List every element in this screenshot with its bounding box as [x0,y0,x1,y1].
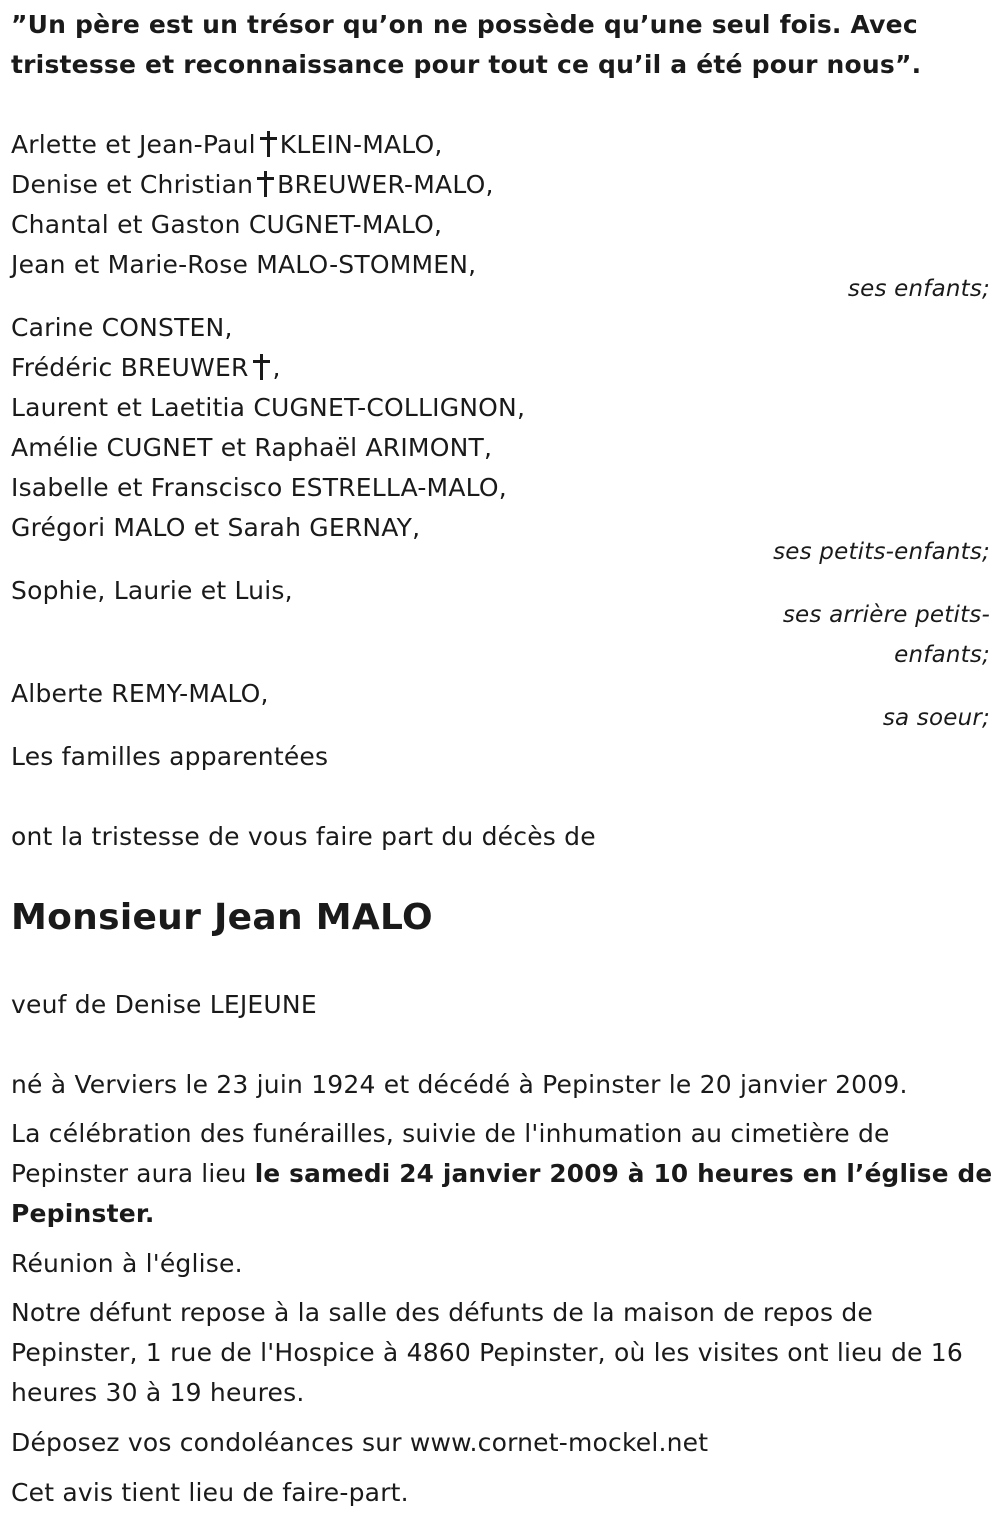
role-children: ses enfants; [847,276,990,302]
birth-death-line: né à Verviers le 23 juin 1924 et décédé à Pepinster le 20 janvier 2009. [11,1070,908,1099]
cross-icon [257,171,273,197]
notice-line: Cet avis tient lieu de faire-part. [11,1478,409,1507]
families-line: Les familles apparentées [11,742,329,771]
role-great-grandchildren-line-1: ses arrière petits- [782,602,990,628]
grandchild-name: Frédéric BREUWER [11,353,249,382]
role-great-grandchildren-line-2: enfants; [894,642,990,668]
cross-icon [260,131,276,157]
announcement-line: ont la tristesse de vous faire part du décès de [11,822,596,851]
child-entry [11,125,443,165]
grandchild-entry: Carine CONSTEN, [11,313,233,342]
role-sister: sa soeur; [882,705,990,731]
grandchild-entry [11,348,281,388]
repose-line-2: Pepinster, 1 rue de l'Hospice à 4860 Pepinster, où les visites ont lieu de 16 [11,1338,963,1367]
child-names: Denise et Christian [11,170,254,199]
funeral-line-3 [11,1194,155,1234]
quote-line-1: ”Un père est un trésor qu’on ne possède qu’une seul fois. Avec [11,10,918,39]
grandchild-entry: Laurent et Laetitia CUGNET-COLLIGNON, [11,393,526,422]
funeral-location-text: Pepinster aura lieu [11,1159,255,1188]
child-names: Arlette et Jean-Paul [11,130,256,159]
sister-entry: Alberte REMY-MALO, [11,679,269,708]
grandchild-entry: Grégori MALO et Sarah GERNAY, [11,513,421,542]
quote-line-2: tristesse et reconnaissance pour tout ce qu’il a été pour nous”. [11,50,922,79]
child-entry: Jean et Marie-Rose MALO-STOMMEN, [11,250,477,279]
funeral-line-2 [11,1154,992,1194]
funeral-line-1: La célébration des funérailles, suivie de l'inhumation au cimetière de [11,1119,890,1148]
funeral-place: Pepinster. [11,1199,155,1228]
child-entry: Chantal et Gaston CUGNET-MALO, [11,210,443,239]
widower-line: veuf de Denise LEJEUNE [11,990,317,1019]
great-grandchildren-entry: Sophie, Laurie et Luis, [11,576,293,605]
child-surname: BREUWER-MALO, [277,170,494,199]
cross-icon [253,354,269,380]
grandchild-entry: Amélie CUGNET et Raphaël ARIMONT, [11,433,493,462]
grandchild-entry: Isabelle et Franscisco ESTRELLA-MALO, [11,473,507,502]
repose-line-1: Notre défunt repose à la salle des défunts de la maison de repos de [11,1298,873,1327]
role-grandchildren: ses petits-enfants; [773,539,990,565]
grandchild-suffix: , [272,353,281,382]
funeral-date-time: le samedi 24 janvier 2009 à 10 heures en l’église de [254,1159,993,1188]
child-entry [11,165,494,205]
deceased-name: Monsieur Jean MALO [11,897,433,938]
meeting-line: Réunion à l'église. [11,1249,243,1278]
condolences-line: Déposez vos condoléances sur www.cornet-mockel.net [11,1428,709,1457]
repose-line-3: heures 30 à 19 heures. [11,1378,305,1407]
child-surname: KLEIN-MALO, [279,130,443,159]
